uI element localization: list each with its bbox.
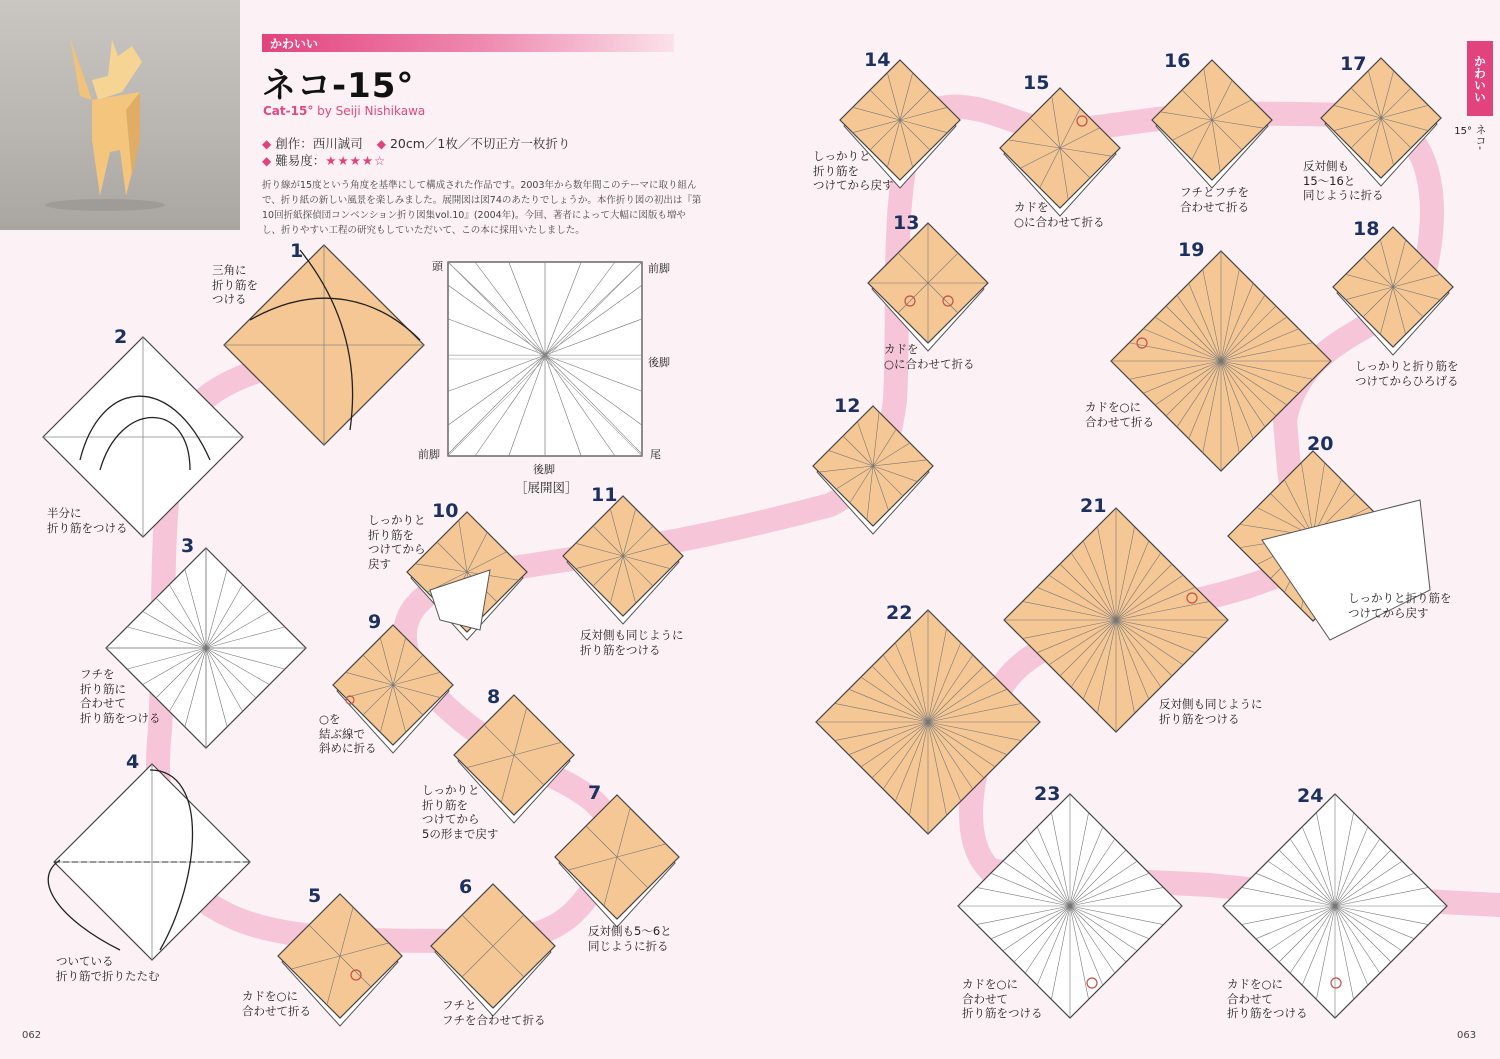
side-category-tag: かわいい bbox=[1467, 41, 1493, 116]
step-number: 13 bbox=[893, 212, 920, 234]
step-note: 反対側も 15〜16と 同じように折る bbox=[1303, 159, 1384, 202]
meta-row-2 bbox=[262, 151, 386, 169]
step-number: 2 bbox=[114, 326, 128, 348]
diamond-icon: ◆ bbox=[262, 137, 272, 151]
step-note: ついている 折り筋で折りたたむ bbox=[56, 954, 160, 983]
step-number: 16 bbox=[1164, 50, 1191, 72]
page-number-left: 062 bbox=[22, 1030, 42, 1041]
step-note: カドを○に 合わせて折る bbox=[242, 989, 311, 1018]
step-note: しっかりと 折り筋を つけてから 戻す bbox=[368, 513, 426, 571]
step-note: しっかりと折り筋を つけてから戻す bbox=[1348, 591, 1452, 620]
step-number: 4 bbox=[126, 751, 140, 773]
side-title-degree: 15° bbox=[1454, 126, 1472, 137]
cp-label-front-leg-left: 前脚 bbox=[418, 448, 440, 461]
step-number: 19 bbox=[1178, 239, 1205, 261]
step-note: しっかりと折り筋を つけてからひろげる bbox=[1355, 359, 1459, 388]
step-note: ○を 結ぶ線で 斜めに折る bbox=[319, 712, 377, 755]
paper-size: 20cm／1枚／不切正方一枚折り bbox=[389, 136, 571, 151]
step-number: 3 bbox=[181, 535, 195, 557]
category-bar bbox=[262, 34, 674, 52]
step-note: 反対側も同じように 折り筋をつける bbox=[1159, 697, 1263, 726]
step-note: カドを ○に合わせて折る bbox=[884, 342, 975, 371]
step-number: 11 bbox=[591, 484, 618, 506]
side-title-text: ネコ- bbox=[1474, 124, 1487, 150]
difficulty-stars: ★★★★☆ bbox=[325, 153, 387, 168]
cp-label-head: 頭 bbox=[432, 260, 443, 273]
cat-model-photo bbox=[0, 0, 240, 230]
step-note: 半分に 折り筋をつける bbox=[47, 506, 128, 535]
cp-label-front-leg-top: 前脚 bbox=[648, 262, 670, 275]
step-note: カドを○に 合わせて 折り筋をつける bbox=[1227, 977, 1308, 1020]
category-tag: かわいい bbox=[270, 37, 319, 51]
step-note: 反対側も同じように 折り筋をつける bbox=[580, 628, 684, 657]
step-note: しっかりと 折り筋を つけてから戻す bbox=[813, 149, 894, 192]
cp-label-tail: 尾 bbox=[650, 448, 661, 461]
cp-caption: ［展開図］ bbox=[515, 480, 578, 495]
step-number: 8 bbox=[487, 686, 501, 708]
step-number: 21 bbox=[1080, 495, 1107, 517]
step-number: 9 bbox=[368, 611, 382, 633]
step-note: フチとフチを 合わせて折る bbox=[1180, 185, 1249, 214]
step-note: カドを○に 合わせて折る bbox=[1085, 400, 1154, 429]
subtitle bbox=[263, 104, 425, 118]
step-number: 12 bbox=[834, 395, 861, 417]
side-title bbox=[1454, 124, 1488, 150]
step-number: 24 bbox=[1297, 785, 1324, 807]
subtitle-author: by Seiji Nishikawa bbox=[313, 104, 426, 118]
step-note: しっかりと 折り筋を つけてから 5の形まで戻す bbox=[422, 783, 499, 841]
step-note: フチを 折り筋に 合わせて 折り筋をつける bbox=[80, 667, 161, 725]
step-number: 17 bbox=[1340, 53, 1367, 75]
step-note: 三角に 折り筋を つける bbox=[212, 263, 258, 306]
step-note: フチと フチを合わせて折る bbox=[442, 998, 546, 1027]
origami-cat-icon bbox=[0, 0, 240, 230]
step-note: カドを ○に合わせて折る bbox=[1014, 200, 1105, 229]
step-number: 7 bbox=[588, 782, 602, 804]
step-number: 18 bbox=[1353, 218, 1380, 240]
step-number: 20 bbox=[1307, 433, 1334, 455]
cp-label-hind-leg-bottom: 後脚 bbox=[533, 463, 555, 476]
creator: 創作：西川誠司 bbox=[275, 136, 363, 151]
step-note: 反対側も5〜6と 同じように折る bbox=[588, 924, 672, 953]
cp-label-hind-leg: 後脚 bbox=[648, 356, 670, 369]
difficulty-label: 難易度： bbox=[275, 153, 326, 168]
step-number: 15 bbox=[1023, 72, 1050, 94]
step-number: 10 bbox=[432, 500, 459, 522]
diamond-icon: ◆ bbox=[376, 137, 386, 151]
page-number-right: 063 bbox=[1457, 1030, 1477, 1041]
page-title: ネコ-15° bbox=[262, 66, 415, 106]
step-number: 5 bbox=[308, 885, 322, 907]
meta-row-1 bbox=[262, 134, 570, 152]
step-number: 23 bbox=[1034, 783, 1061, 805]
diamond-icon: ◆ bbox=[262, 154, 272, 168]
description: 折り線が15度という角度を基準にして構成された作品です。2003年から数年間このテーマに取り組んで、折り紙の新しい風景を楽しみました。展開図は図74のあたりでしょうか。本作折り図の初出は『第10回折紙探偵団コンベンション折り図集vol.10』(2004年)。今回、著者によって大幅に図版も増やし、折りやすい工程の研究もしていただいて、この本に採用いたしました。 bbox=[262, 180, 702, 236]
step-number: 22 bbox=[886, 602, 913, 624]
step-number: 1 bbox=[290, 240, 304, 262]
step-number: 6 bbox=[459, 876, 473, 898]
step-number: 14 bbox=[864, 49, 891, 71]
step-note: カドを○に 合わせて 折り筋をつける bbox=[962, 977, 1043, 1020]
subtitle-english: Cat-15° bbox=[263, 104, 314, 118]
